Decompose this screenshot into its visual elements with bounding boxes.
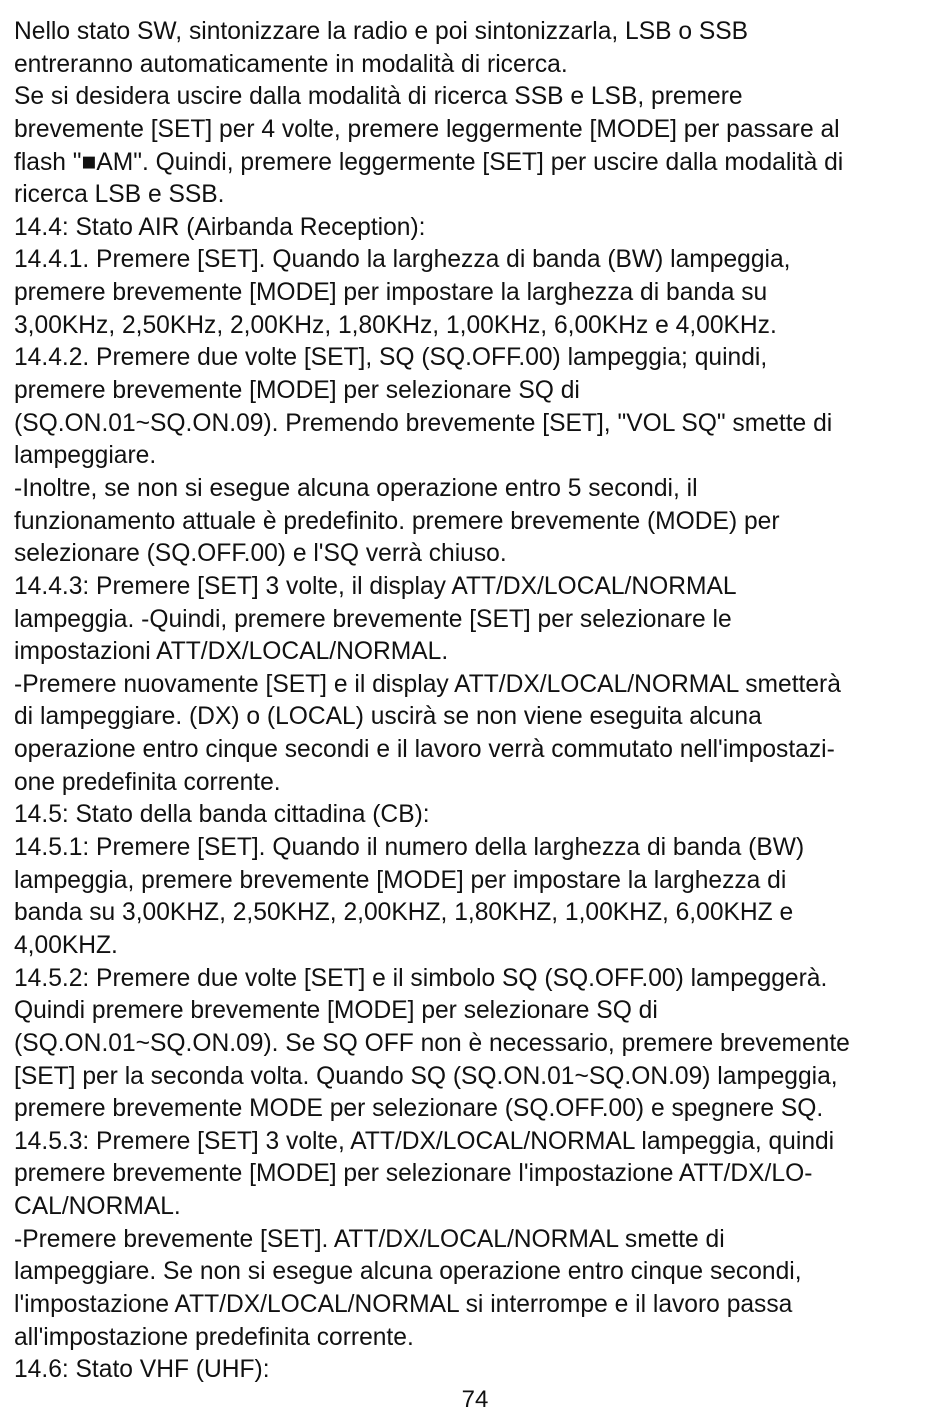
text-line: [SET] per la seconda volta. Quando SQ (SQ.ON.01~SQ.ON.09) lampeggia,: [14, 1062, 838, 1090]
text-line: 14.4.1. Premere [SET]. Quando la larghezza di banda (BW) lampeggia,: [14, 246, 791, 274]
section-heading-14-5: 14.5: Stato della banda cittadina (CB):: [14, 801, 430, 829]
text-line: Se si desidera uscire dalla modalità di ricerca SSB e LSB, premere: [14, 83, 743, 111]
text-line: 14.5.1: Premere [SET]. Quando il numero della larghezza di banda (BW): [14, 834, 805, 862]
text-line: 3,00KHz, 2,50KHz, 2,00KHz, 1,80KHz, 1,00KHz, 6,00KHz e 4,00KHz.: [14, 311, 777, 339]
text-line: Quindi premere brevemente [MODE] per selezionare SQ di: [14, 997, 658, 1025]
text-line: 14.4.2. Premere due volte [SET], SQ (SQ.OFF.00) lampeggia; quindi,: [14, 344, 768, 372]
text-line: CAL/NORMAL.: [14, 1193, 181, 1221]
text-line: brevemente [SET] per 4 volte, premere leggermente [MODE] per passare al: [14, 115, 840, 143]
text-line: 4,00KHZ.: [14, 931, 118, 959]
text-line: ricerca LSB e SSB.: [14, 181, 225, 209]
text-line: one predefinita corrente.: [14, 768, 281, 796]
text-line: (SQ.ON.01~SQ.ON.09). Premendo brevemente [SET], "VOL SQ" smette di: [14, 409, 833, 437]
text-line: -Inoltre, se non si esegue alcuna operazione entro 5 secondi, il: [14, 474, 698, 502]
text-line: premere brevemente [MODE] per impostare la larghezza di banda su: [14, 279, 768, 307]
text-line: -Premere brevemente [SET]. ATT/DX/LOCAL/NORMAL smette di: [14, 1225, 725, 1253]
text-line: banda su 3,00KHZ, 2,50KHZ, 2,00KHZ, 1,80KHZ, 1,00KHZ, 6,00KHZ e: [14, 899, 794, 927]
text-line: funzionamento attuale è predefinito. premere brevemente (MODE) per: [14, 507, 780, 535]
text-line: (SQ.ON.01~SQ.ON.09). Se SQ OFF non è necessario, premere brevemente: [14, 1029, 850, 1057]
text-line: Nello stato SW, sintonizzare la radio e poi sintonizzarla, LSB o SSB: [14, 18, 749, 45]
text-line: 14.5.3: Premere [SET] 3 volte, ATT/DX/LOCAL/NORMAL lampeggia, quindi: [14, 1127, 835, 1155]
text-line: di lampeggiare. (DX) o (LOCAL) uscirà se non viene eseguita alcuna: [14, 703, 762, 731]
text-line: flash "■AM". Quindi, premere leggermente [SET] per uscire dalla modalità di: [14, 148, 844, 176]
section-heading-14-6: 14.6: Stato VHF (UHF):: [14, 1356, 270, 1384]
page-number: 74: [461, 1386, 489, 1413]
text-line: 14.5.2: Premere due volte [SET] e il simbolo SQ (SQ.OFF.00) lampeggerà.: [14, 964, 828, 992]
text-line: 14.4.3: Premere [SET] 3 volte, il display ATT/DX/LOCAL/NORMAL: [14, 572, 737, 600]
text-line: entreranno automaticamente in modalità di ricerca.: [14, 50, 568, 78]
text-line: lampeggia, premere brevemente [MODE] per impostare la larghezza di: [14, 866, 787, 894]
text-line: -Premere nuovamente [SET] e il display ATT/DX/LOCAL/NORMAL smetterà: [14, 670, 841, 698]
text-line: selezionare (SQ.OFF.00) e l'SQ verrà chiuso.: [14, 540, 507, 568]
text-line: l'impostazione ATT/DX/LOCAL/NORMAL si interrompe e il lavoro passa: [14, 1290, 793, 1318]
text-line: all'impostazione predefinita corrente.: [14, 1323, 414, 1351]
text-line: lampeggiare. Se non si esegue alcuna operazione entro cinque secondi,: [14, 1258, 802, 1286]
text-line: premere brevemente MODE per selezionare (SQ.OFF.00) e spegnere SQ.: [14, 1095, 824, 1123]
text-line: impostazioni ATT/DX/LOCAL/NORMAL.: [14, 638, 449, 666]
document-body: [14, 16, 944, 1387]
text-line: lampeggiare.: [14, 442, 157, 470]
text-line: premere brevemente [MODE] per selezionare l'impostazione ATT/DX/LO-: [14, 1160, 813, 1188]
text-line: premere brevemente [MODE] per selezionare SQ di: [14, 377, 580, 405]
text-line: operazione entro cinque secondi e il lavoro verrà commutato nell'impostazi-: [14, 736, 835, 764]
text-line: lampeggia. -Quindi, premere brevemente [SET] per selezionare le: [14, 605, 732, 633]
section-heading-14-4: 14.4: Stato AIR (Airbanda Reception):: [14, 213, 426, 241]
